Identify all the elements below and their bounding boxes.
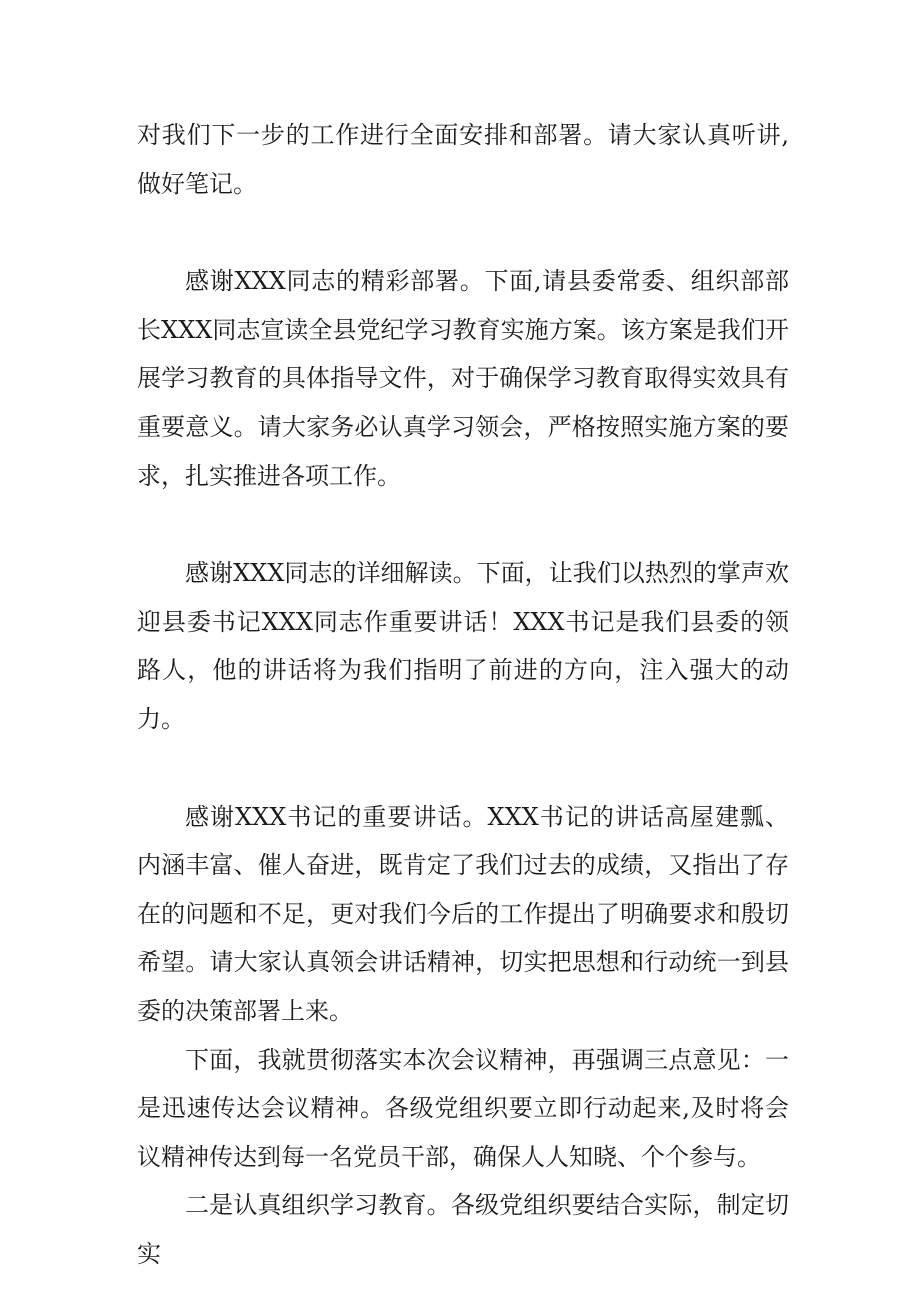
paragraph-3: 感谢XXX同志的详细解读。下面，让我们以热烈的掌声欢迎县委书记XXX同志作重要讲话！XXX书记是我们县委的领路人，他的讲话将为我们指明了前进的方向，注入强大的动力。 (137, 559, 789, 733)
paragraph-6: 二是认真组织学习教育。各级党组织要结合实际，制定切实 (137, 1191, 789, 1268)
document-body (137, 111, 789, 1278)
paragraph-4: 感谢XXX书记的重要讲话。XXX书记的讲话高屋建瓢、内涵丰富、催人奋进，既肯定了我们过去的成绩，又指出了存在的问题和不足，更对我们今后的工作提出了明确要求和殷切希望。请大家认真领会讲话精神，切实把思想和行动统一到县委的决策部署上来。 (137, 802, 789, 1025)
paragraph-2: 感谢XXX同志的精彩部署。下面,请县委常委、组织部部长XXX同志宣读全县党纪学习教育实施方案。该方案是我们开展学习教育的具体指导文件，对于确保学习教育取得实效具有重要意义。请大家务必认真学习领会，严格按照实施方案的要求，扎实推进各项工作。 (137, 267, 789, 490)
paragraph-5: 下面，我就贯彻落实本次会议精神，再强调三点意见：一是迅速传达会议精神。各级党组织要立即行动起来,及时将会议精神传达到每一名党员干部，确保人人知晓、个个参与。 (137, 1045, 789, 1171)
paragraph-1: 对我们下一步的工作进行全面安排和部署。请大家认真听讲,做好笔记。 (137, 121, 789, 198)
